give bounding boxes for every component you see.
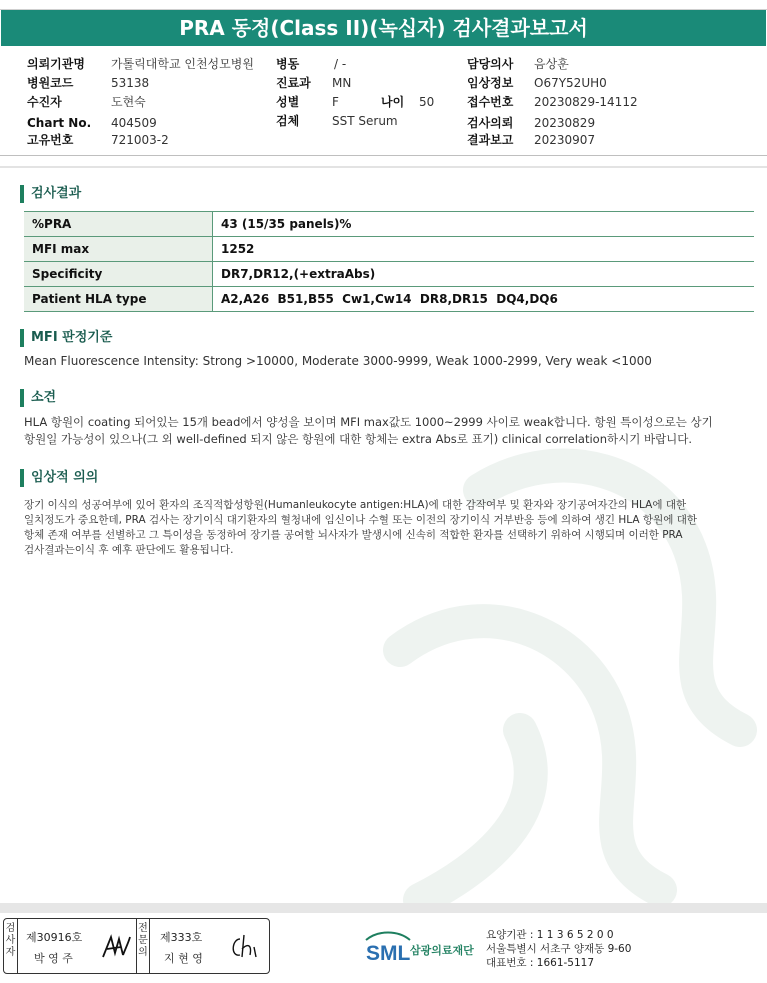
company-logo (364, 928, 479, 964)
specialist-label-char: 의 (138, 947, 148, 958)
clinical-line-3: 항체 존재 여부를 선별하고 그 특이성을 동정하여 장기를 공여할 뇌사자가 발생시에 신속히 적합한 환자를 선택하기 위하여 시행되며 이러한 PRA (24, 529, 683, 541)
value-hospital-code: 53138 (111, 76, 150, 90)
result-value: DR7,DR12,(+extraAbs) (213, 262, 755, 287)
divider-band (0, 166, 767, 168)
company-info (486, 928, 631, 970)
tester-license-no: 제30916호 (26, 931, 83, 944)
result-value: A2,A26 B51,B55 Cw1,Cw14 DR8,DR15 DQ4,DQ6 (213, 287, 755, 312)
tester-label (4, 919, 18, 973)
specialist-label (136, 919, 150, 973)
table-row (24, 262, 754, 287)
label-unique-id: 고유번호 (27, 133, 74, 147)
label-chart-no: Chart No. (27, 116, 92, 130)
clinical-line-2: 일치정도가 중요한데, PRA 검사는 장기이식 대기환자의 혈청내에 임신이나 수혈 또는 이전의 장기이식 거부반응 등에 의하여 생긴 HLA 항원에 대한 (24, 514, 697, 526)
tester-name: 박 영 주 (34, 952, 73, 965)
results-table (24, 211, 754, 312)
specialist-license-no: 제333호 (160, 931, 203, 944)
label-patient-name: 수진자 (27, 95, 62, 109)
section-title-clinical-significance: 임상적 의의 (20, 469, 98, 487)
label-clinical-info: 임상정보 (467, 76, 514, 90)
clinical-line-4: 검사결과는이식 후 예후 판단에도 활용됩니다. (24, 544, 234, 556)
tester-label-char: 사 (5, 935, 16, 946)
table-row (24, 212, 754, 237)
value-chart-no: 404509 (111, 116, 157, 130)
label-ward: 병동 (276, 57, 300, 71)
specialist-label-char: 문 (138, 935, 148, 946)
value-result-report-date: 20230907 (534, 133, 596, 147)
section-title-mfi-criteria: MFI 판정기준 (20, 329, 112, 347)
result-key: Specificity (24, 262, 213, 287)
tester-signature (99, 931, 133, 963)
mfi-criteria-text: Mean Fluorescence Intensity: Strong >10000, Moderate 3000-9999, Weak 1000-2999, Very weak <1000 (24, 354, 652, 368)
footer-band (0, 903, 767, 913)
company-name: 삼광의료재단 (410, 944, 474, 957)
value-sex: F (332, 95, 339, 109)
value-test-request-date: 20230829 (534, 116, 596, 130)
value-clinical-info: O67Y52UH0 (534, 76, 607, 90)
report-title: PRA 동정(Class II)(녹십자) 검사결과보고서 (1, 10, 766, 46)
value-age: 50 (419, 95, 435, 109)
tester-label-char: 검 (5, 923, 16, 934)
specialist-name: 지 현 영 (164, 952, 203, 965)
clinical-line-1: 장기 이식의 성공여부에 있어 환자의 조직적합성항원(Humanleukocyte antigen:HLA)에 대한 감작여부 및 환자와 장기공여자간의 HLA에 대한 (24, 499, 687, 511)
result-value: 1252 (213, 237, 755, 262)
sml-logo-icon (364, 928, 412, 964)
table-row (24, 287, 754, 312)
value-specimen: SST Serum (332, 114, 398, 128)
value-doctor: 음상훈 (534, 57, 569, 71)
label-sex: 성별 (276, 95, 300, 109)
value-reception-no: 20230829-14112 (534, 95, 638, 109)
table-row (24, 237, 754, 262)
value-department: MN (332, 76, 352, 90)
divider-line (0, 155, 767, 156)
label-test-request-date: 검사의뢰 (467, 116, 514, 130)
specialist-signature (226, 931, 262, 963)
result-key: %PRA (24, 212, 213, 237)
label-specimen: 검체 (276, 114, 300, 128)
section-title-opinion: 소견 (20, 389, 56, 407)
opinion-line-1: HLA 항원이 coating 되어있는 15개 bead에서 양성을 보이며 MFI max값도 1000~2999 사이로 weak합니다. 항원 특이성으로는 상기 (24, 415, 713, 429)
value-ward: / - (334, 57, 347, 71)
value-requesting-institution: 가톨릭대학교 인천성모병원 (111, 57, 254, 71)
label-doctor: 담당의사 (467, 57, 514, 71)
specialist-label-char: 전 (138, 923, 148, 934)
patient-info (0, 0, 767, 160)
label-hospital-code: 병원코드 (27, 76, 74, 90)
label-reception-no: 접수번호 (467, 95, 514, 109)
value-unique-id: 721003-2 (111, 133, 169, 147)
opinion-line-2: 항원일 가능성이 있으나(그 외 well-defined 되지 않은 항원에 대한 항체는 extra Abs로 표기) clinical correlation하시기 바랍니다. (24, 432, 693, 446)
signature-box (3, 918, 270, 974)
logo-text: SML (366, 942, 411, 964)
result-key: MFI max (24, 237, 213, 262)
label-result-report-date: 결과보고 (467, 133, 514, 147)
company-code: 요양기관 : 1 1 3 6 5 2 0 0 (486, 929, 614, 941)
section-title-results: 검사결과 (20, 185, 81, 203)
label-requesting-institution: 의뢰기관명 (27, 57, 85, 71)
result-value: 43 (15/35 panels)% (213, 212, 755, 237)
label-age: 나이 (381, 95, 405, 109)
result-key: Patient HLA type (24, 287, 213, 312)
tester-label-char: 자 (5, 947, 16, 958)
company-phone: 대표번호 : 1661-5117 (486, 957, 595, 969)
value-patient-name: 도현숙 (111, 95, 146, 109)
label-department: 진료과 (276, 76, 311, 90)
company-address: 서울특별시 서초구 양재동 9-60 (486, 943, 632, 955)
